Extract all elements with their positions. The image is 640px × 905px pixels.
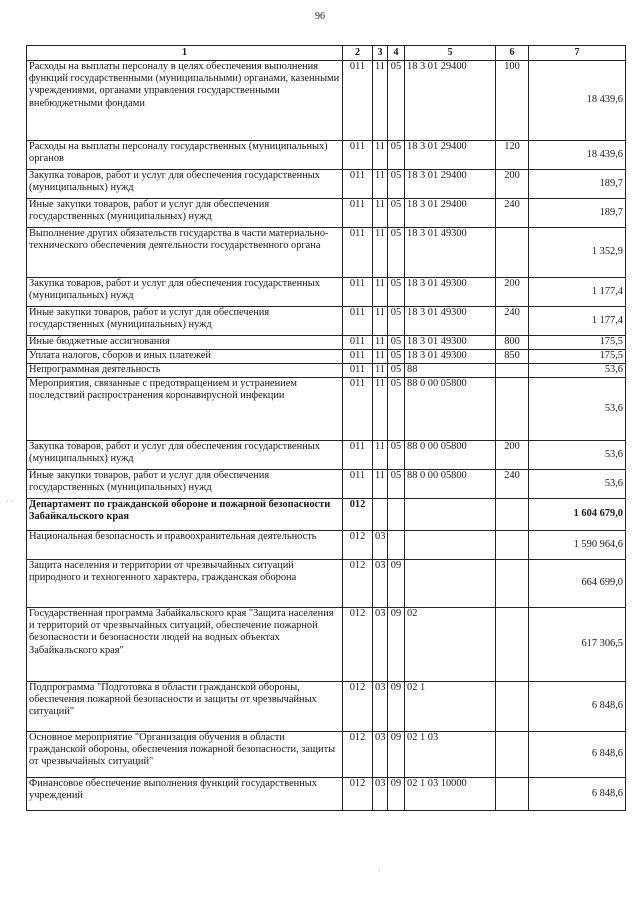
code-expense-type: 100 <box>496 61 529 141</box>
code-section: 11 <box>373 470 388 499</box>
code-section: 11 <box>373 278 388 307</box>
code-section: 03 <box>373 732 388 778</box>
code-subsection: 09 <box>388 732 405 778</box>
code-ministry: 011 <box>343 228 373 278</box>
code-ministry: 011 <box>343 378 373 441</box>
table-body <box>27 61 626 811</box>
table-row <box>27 378 626 441</box>
amount: 617 306,5 <box>529 608 626 682</box>
header-col-5: 5 <box>405 46 496 61</box>
amount: 1 177,4 <box>529 307 626 336</box>
code-subsection: 09 <box>388 608 405 682</box>
code-ministry: 012 <box>343 608 373 682</box>
code-ministry: 011 <box>343 199 373 228</box>
code-subsection: 05 <box>388 307 405 336</box>
code-expense-type <box>496 531 529 560</box>
table-row <box>27 170 626 199</box>
code-expense-type: 120 <box>496 141 529 170</box>
code-subsection: 05 <box>388 470 405 499</box>
item-name: Иные бюджетные ассигнования <box>27 336 343 350</box>
code-section: 03 <box>373 682 388 732</box>
code-subsection: 09 <box>388 560 405 608</box>
item-name: Непрограммная деятельность <box>27 364 343 378</box>
item-name: Финансовое обеспечение выполнения функций государственных учреждений <box>27 778 343 811</box>
code-target-article: 18 3 01 29400 <box>405 61 496 141</box>
item-name: Расходы на выплаты персоналу государственных (муниципальных) органов <box>27 141 343 170</box>
code-ministry: 011 <box>343 278 373 307</box>
table-row <box>27 278 626 307</box>
table-row <box>27 307 626 336</box>
item-name: Уплата налогов, сборов и иных платежей <box>27 350 343 364</box>
table-row <box>27 499 626 531</box>
item-name: Закупка товаров, работ и услуг для обеспечения государственных (муниципальных) нужд <box>27 278 343 307</box>
table-row <box>27 560 626 608</box>
table-row <box>27 441 626 470</box>
code-target-article <box>405 499 496 531</box>
amount: 53,6 <box>529 364 626 378</box>
item-name: Национальная безопасность и правоохранительная деятельность <box>27 531 343 560</box>
header-col-2: 2 <box>343 46 373 61</box>
table-row <box>27 470 626 499</box>
code-ministry: 011 <box>343 170 373 199</box>
code-target-article: 18 3 01 29400 <box>405 199 496 228</box>
code-section: 11 <box>373 364 388 378</box>
table-row <box>27 682 626 732</box>
code-ministry: 012 <box>343 732 373 778</box>
code-section: 11 <box>373 141 388 170</box>
code-section: 03 <box>373 608 388 682</box>
code-target-article: 02 1 <box>405 682 496 732</box>
code-expense-type <box>496 778 529 811</box>
code-subsection: 09 <box>388 778 405 811</box>
code-target-article: 18 3 01 49300 <box>405 350 496 364</box>
table-row <box>27 778 626 811</box>
code-expense-type <box>496 732 529 778</box>
code-expense-type: 800 <box>496 336 529 350</box>
code-ministry: 011 <box>343 364 373 378</box>
code-target-article <box>405 531 496 560</box>
code-ministry: 012 <box>343 778 373 811</box>
code-target-article: 88 0 00 05800 <box>405 378 496 441</box>
item-name: Основное мероприятие "Организация обучения в области гражданской обороны, обеспечения пожарной безопасности, защиты от чрезвычайных ситуаций" <box>27 732 343 778</box>
table-row <box>27 531 626 560</box>
scan-artifact: · <box>378 867 381 876</box>
amount: 664 699,0 <box>529 560 626 608</box>
code-section: 11 <box>373 170 388 199</box>
amount: 175,5 <box>529 350 626 364</box>
table-row <box>27 228 626 278</box>
code-expense-type <box>496 682 529 732</box>
item-name: Расходы на выплаты персоналу в целях обеспечения выполнения функций государственными (муниципальными) органами, казенными учреждениями, органами управления государственными внебюджетными фондами <box>27 61 343 141</box>
code-ministry: 011 <box>343 470 373 499</box>
code-subsection: 05 <box>388 170 405 199</box>
code-expense-type <box>496 608 529 682</box>
header-col-3: 3 <box>373 46 388 61</box>
code-expense-type: 240 <box>496 470 529 499</box>
code-expense-type: 240 <box>496 307 529 336</box>
table-row <box>27 141 626 170</box>
code-ministry: 011 <box>343 441 373 470</box>
header-col-1: 1 <box>27 46 343 61</box>
amount: 6 848,6 <box>529 778 626 811</box>
amount: 6 848,6 <box>529 732 626 778</box>
item-name: Защита населения и территории от чрезвычайных ситуаций природного и техногенного характера, гражданская оборона <box>27 560 343 608</box>
code-expense-type: 850 <box>496 350 529 364</box>
amount: 53,6 <box>529 470 626 499</box>
table-row <box>27 61 626 141</box>
table-row <box>27 336 626 350</box>
code-section: 11 <box>373 199 388 228</box>
header-col-7: 7 <box>529 46 626 61</box>
item-name: Подпрограмма "Подготовка в области гражданской обороны, обеспечения пожарной безопасности и защиты от чрезвычайных ситуаций" <box>27 682 343 732</box>
scan-artifact: · · <box>6 497 14 506</box>
code-subsection: 05 <box>388 336 405 350</box>
amount: 1 177,4 <box>529 278 626 307</box>
code-section: 11 <box>373 228 388 278</box>
code-subsection: 05 <box>388 141 405 170</box>
code-expense-type <box>496 378 529 441</box>
amount: 1 590 964,6 <box>529 531 626 560</box>
code-section: 03 <box>373 560 388 608</box>
code-subsection: 05 <box>388 199 405 228</box>
code-section: 11 <box>373 350 388 364</box>
item-name: Выполнение других обязательств государства в части материально-технического обеспечения деятельности государственного органа <box>27 228 343 278</box>
code-subsection: 09 <box>388 682 405 732</box>
item-name: Закупка товаров, работ и услуг для обеспечения государственных (муниципальных) нужд <box>27 441 343 470</box>
table-row <box>27 608 626 682</box>
code-target-article: 18 3 01 49300 <box>405 278 496 307</box>
code-target-article: 18 3 01 29400 <box>405 170 496 199</box>
amount: 18 439,6 <box>529 141 626 170</box>
budget-table <box>26 45 626 811</box>
code-subsection: 05 <box>388 441 405 470</box>
code-target-article: 18 3 01 49300 <box>405 307 496 336</box>
code-expense-type <box>496 560 529 608</box>
code-section: 03 <box>373 778 388 811</box>
code-ministry: 012 <box>343 499 373 531</box>
code-expense-type: 200 <box>496 278 529 307</box>
amount: 18 439,6 <box>529 61 626 141</box>
code-section: 03 <box>373 531 388 560</box>
amount: 6 848,6 <box>529 682 626 732</box>
item-name: Департамент по гражданской обороне и пожарной безопасности Забайкальского края <box>27 499 343 531</box>
code-target-article: 18 3 01 29400 <box>405 141 496 170</box>
table-row <box>27 364 626 378</box>
code-target-article: 02 1 03 <box>405 732 496 778</box>
code-expense-type <box>496 228 529 278</box>
code-target-article: 18 3 01 49300 <box>405 336 496 350</box>
amount: 53,6 <box>529 441 626 470</box>
code-target-article: 02 1 03 10000 <box>405 778 496 811</box>
amount: 189,7 <box>529 170 626 199</box>
code-ministry: 011 <box>343 307 373 336</box>
amount: 53,6 <box>529 378 626 441</box>
table-row <box>27 199 626 228</box>
code-expense-type <box>496 364 529 378</box>
page-number: 96 <box>315 11 325 22</box>
item-name: Иные закупки товаров, работ и услуг для обеспечения государственных (муниципальных) нужд <box>27 470 343 499</box>
code-target-article <box>405 560 496 608</box>
table-row <box>27 732 626 778</box>
item-name: Иные закупки товаров, работ и услуг для обеспечения государственных (муниципальных) нужд <box>27 307 343 336</box>
code-expense-type <box>496 499 529 531</box>
table-row <box>27 350 626 364</box>
code-subsection: 05 <box>388 350 405 364</box>
code-expense-type: 200 <box>496 441 529 470</box>
code-section: 11 <box>373 307 388 336</box>
code-section: 11 <box>373 378 388 441</box>
item-name: Мероприятия, связанные с предотвращением и устранением последствий распространения коронавирусной инфекции <box>27 378 343 441</box>
amount: 1 604 679,0 <box>529 499 626 531</box>
amount: 189,7 <box>529 199 626 228</box>
code-ministry: 011 <box>343 61 373 141</box>
code-section: 11 <box>373 336 388 350</box>
code-target-article: 02 <box>405 608 496 682</box>
header-col-6: 6 <box>496 46 529 61</box>
code-target-article: 88 <box>405 364 496 378</box>
code-subsection: 05 <box>388 364 405 378</box>
code-ministry: 011 <box>343 336 373 350</box>
code-ministry: 012 <box>343 531 373 560</box>
code-subsection <box>388 531 405 560</box>
code-section: 11 <box>373 441 388 470</box>
item-name: Иные закупки товаров, работ и услуг для обеспечения государственных (муниципальных) нужд <box>27 199 343 228</box>
code-target-article: 18 3 01 49300 <box>405 228 496 278</box>
code-subsection <box>388 499 405 531</box>
code-subsection: 05 <box>388 378 405 441</box>
code-subsection: 05 <box>388 61 405 141</box>
code-ministry: 011 <box>343 141 373 170</box>
code-ministry: 012 <box>343 682 373 732</box>
code-target-article: 88 0 00 05800 <box>405 470 496 499</box>
header-col-4: 4 <box>388 46 405 61</box>
code-ministry: 012 <box>343 560 373 608</box>
code-ministry: 011 <box>343 350 373 364</box>
code-expense-type: 240 <box>496 199 529 228</box>
table-header-row <box>27 46 626 61</box>
item-name: Государственная программа Забайкальского края "Защита населения и территорий от чрезвычайных ситуаций, обеспечение пожарной безопасности и безопасности людей на водных объектах Забайкальского края" <box>27 608 343 682</box>
code-subsection: 05 <box>388 228 405 278</box>
code-expense-type: 200 <box>496 170 529 199</box>
code-section: 11 <box>373 61 388 141</box>
amount: 175,5 <box>529 336 626 350</box>
code-section <box>373 499 388 531</box>
code-subsection: 05 <box>388 278 405 307</box>
amount: 1 352,9 <box>529 228 626 278</box>
code-target-article: 88 0 00 05800 <box>405 441 496 470</box>
item-name: Закупка товаров, работ и услуг для обеспечения государственных (муниципальных) нужд <box>27 170 343 199</box>
